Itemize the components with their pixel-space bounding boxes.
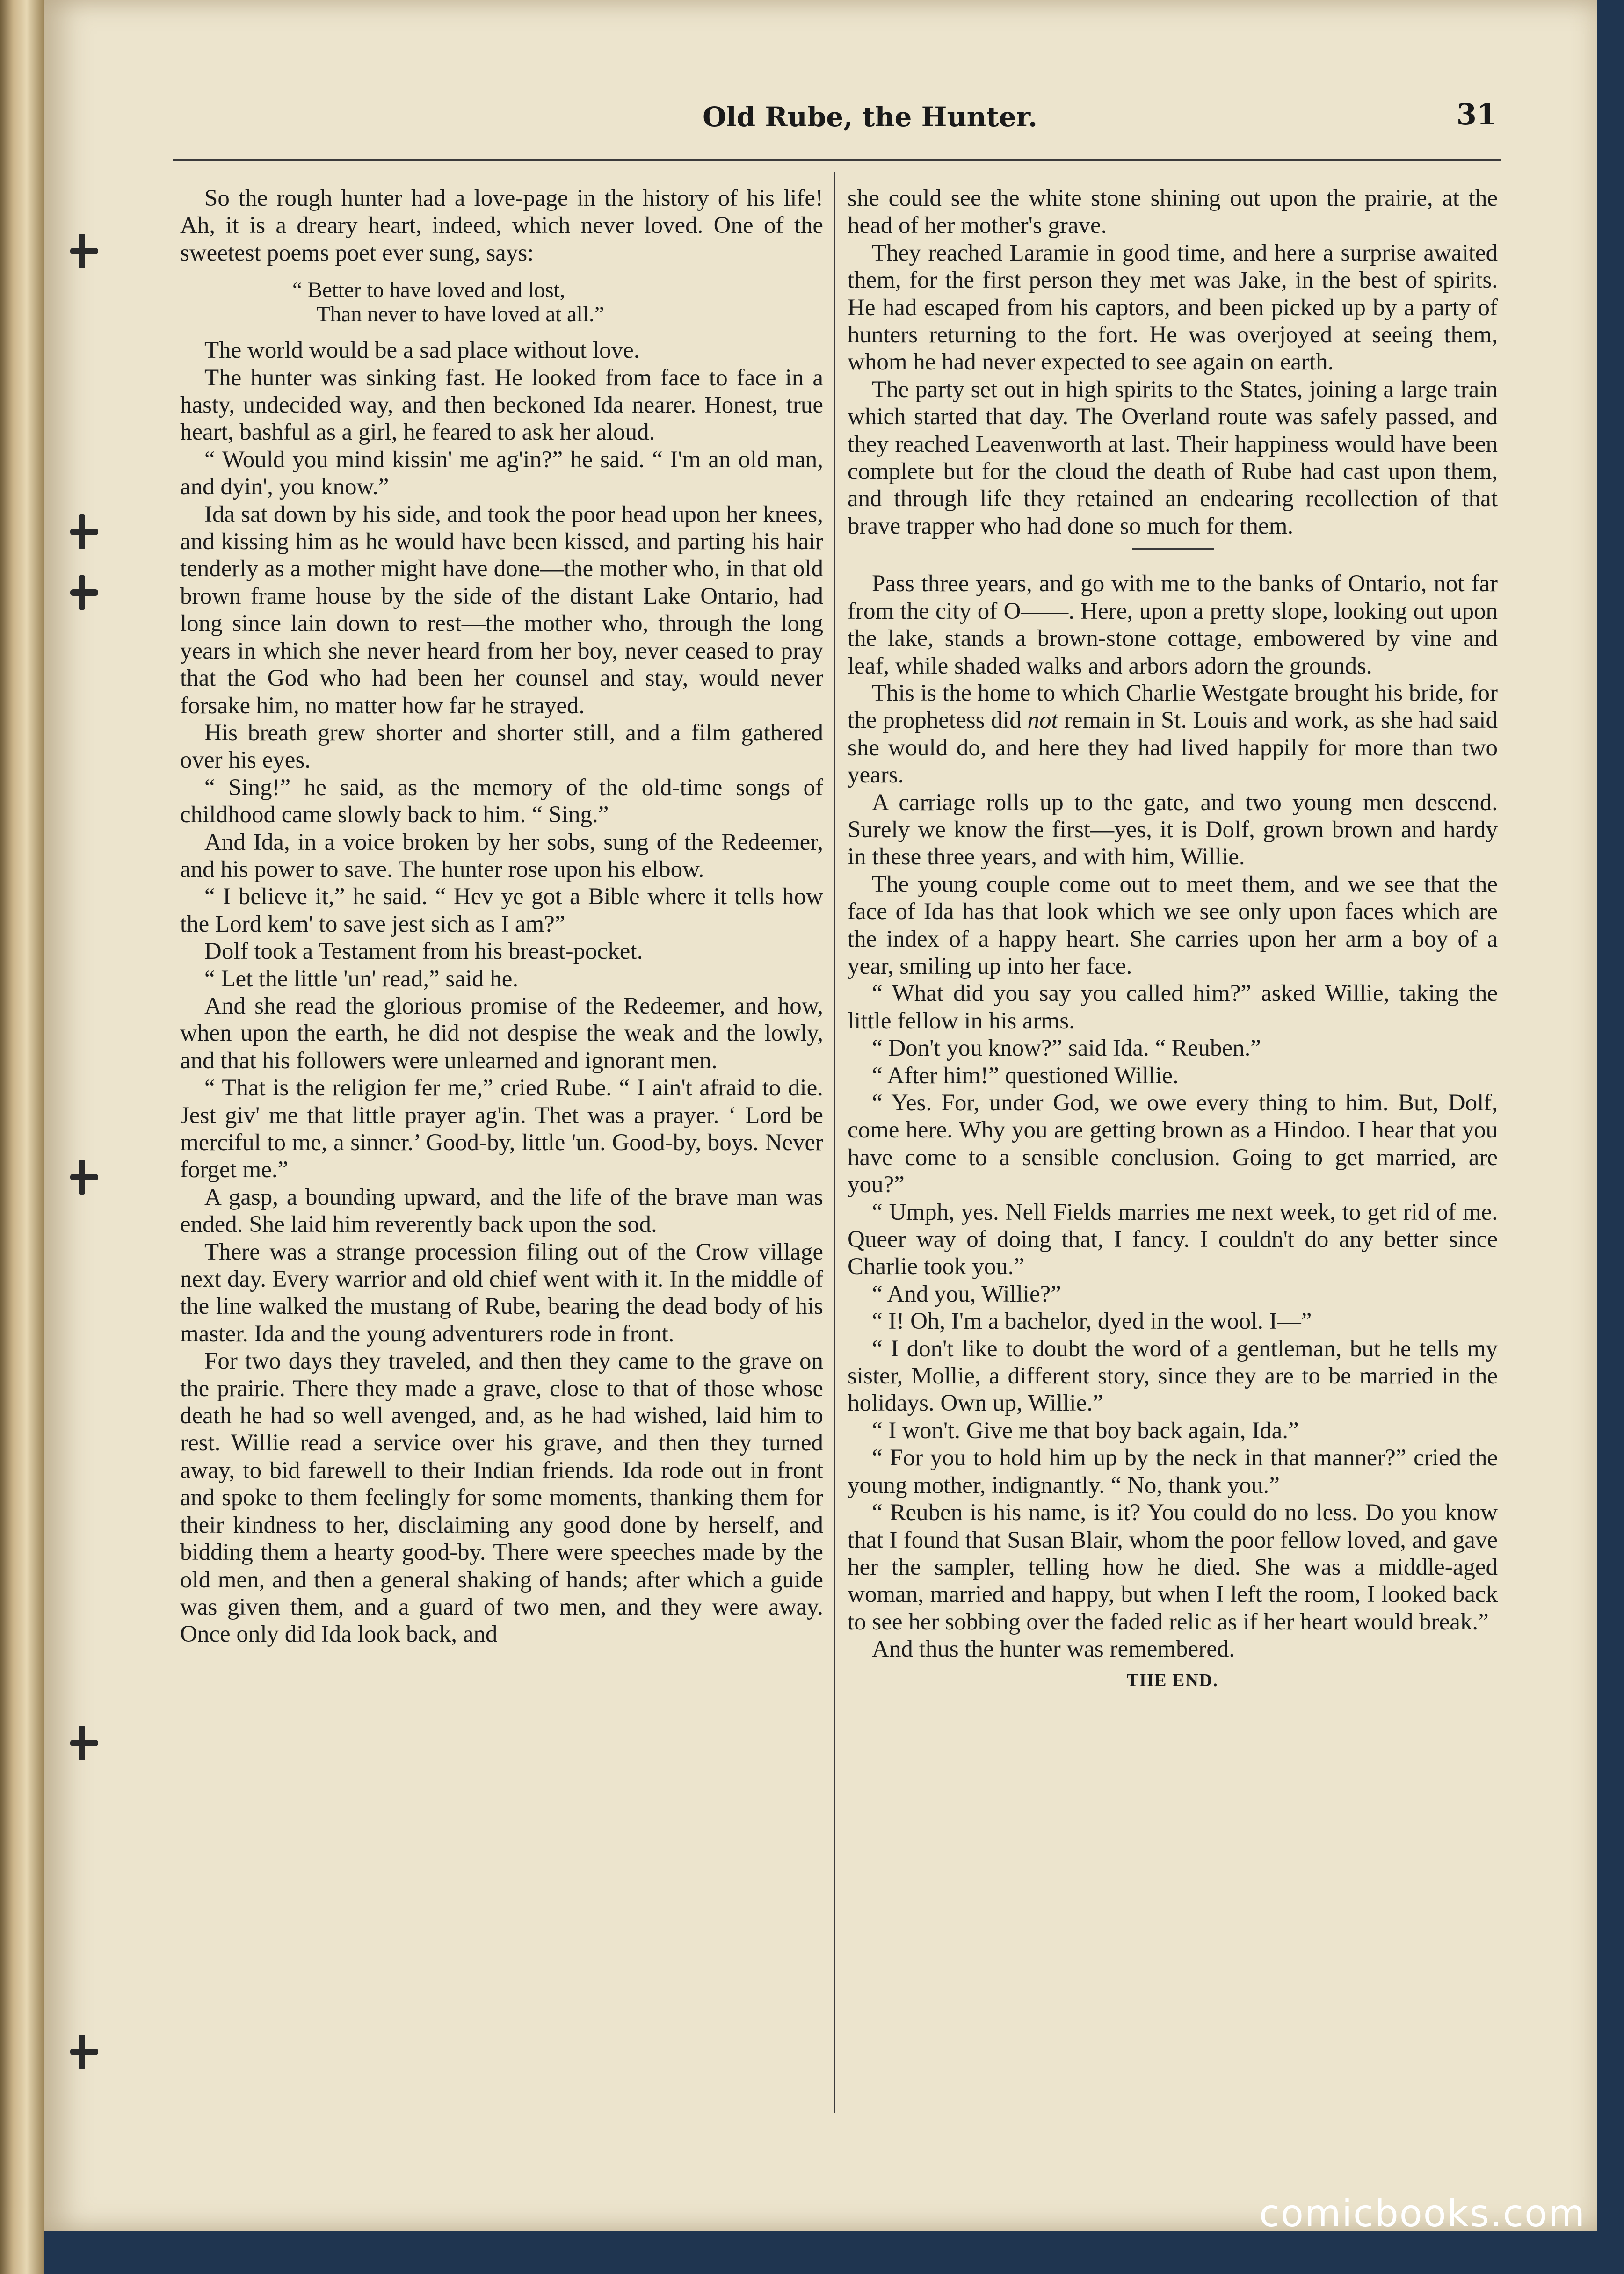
paragraph: “ Reuben is his name, is it? You could do no less. Do you know that I found that Susan Blair, whom the poor fellow loved, and gave her the sampler, telling how he died. She was a middle-aged woman, married and happy, but when I left the room, I looked back to see her sobbing over the faded relic as if her heart would break.”	[848, 1499, 1498, 1635]
paragraph: They reached Laramie in good time, and here a surprise awaited them, for the first person they met was Jake, in the best of spirits. He had escaped from his captors, and been picked up by a party of hunters returning to the fort. He was overjoyed at seeing them, whom he had never expected to see again on earth.	[848, 239, 1498, 376]
paragraph: The world would be a sad place without love.	[204, 337, 640, 364]
paragraph: “ What did you say you called him?” asked Willie, taking the little fellow in his arms.	[848, 980, 1498, 1034]
binding-stitch	[70, 2049, 98, 2055]
running-head-title: Old Rube, the Hunter.	[703, 101, 1037, 133]
binding-stitch	[70, 248, 98, 254]
paragraph: “ After him!” questioned Willie.	[872, 1062, 1179, 1089]
paragraph: And Ida, in a voice broken by her sobs, sung of the Redeemer, and his power to save. The hunter rose upon his elbow.	[180, 829, 823, 883]
paragraph: And thus the hunter was remembered.	[872, 1636, 1235, 1663]
paragraph: “ I don't like to doubt the word of a gentleman, but he tells my sister, Mollie, a different story, since they are to be married in the holidays. Own up, Willie.”	[848, 1335, 1498, 1417]
paragraph: “ Would you mind kissin' me ag'in?” he said. “ I'm an old man, and dyin', you know.”	[180, 446, 823, 500]
paragraph: “ I won't. Give me that boy back again, Ida.”	[872, 1417, 1299, 1444]
paragraph: The hunter was sinking fast. He looked from face to face in a hasty, undecided way, and then beckoned Ida nearer. Honest, true heart, bashful as a girl, he feared to ask her aloud.	[180, 364, 823, 446]
paragraph: A carriage rolls up to the gate, and two young men descend. Surely we know the first—yes, it is Dolf, grown brown and hardy in these three years, and with him, Willie.	[848, 789, 1498, 870]
paragraph: she could see the white stone shining out upon the prairie, at the head of her mother's grave.	[848, 185, 1498, 239]
right-column	[848, 185, 1498, 1694]
binding-stitch	[70, 1740, 98, 1746]
paragraph: “ I believe it,” he said. “ Hev ye got a Bible where it tells how the Lord kem' to save jest sich as I am?”	[180, 884, 823, 937]
paragraph: “ Let the little 'un' read,” said he.	[204, 965, 519, 992]
paragraph	[848, 680, 1498, 789]
the-end-label: THE END.	[1127, 1670, 1218, 1690]
poem-quote	[180, 278, 823, 326]
paragraph: The party set out in high spirits to the States, joining a large train which started that day. The Overland route was safely passed, and they reached Leavenworth at last. Their happiness would have been complete but for the cloud the death of Rube had cast upon them, and through life they retained an endearing recollection of that brave trapper who had done so much for them.	[848, 376, 1498, 539]
header-rule	[173, 159, 1501, 161]
paragraph: There was a strange procession filing out of the Crow village next day. Every warrior and old chief went with it. In the middle of the line walked the mustang of Rube, bearing the dead body of his master. Ida and the young adventurers rode in front.	[180, 1238, 823, 1347]
paragraph: Dolf took a Testament from his breast-pocket.	[204, 938, 643, 965]
paragraph: Ida sat down by his side, and took the poor head upon her knees, and kissing him as he would have been kissed, and parting his hair tenderly as a mother might have done—the mother who, in that old brown frame house by the side of the distant Lake Ontario, had long since lain down to rest—the mother who, through the long years in which she never heard from her boy, never ceased to pray that the God who had been her counsel and stay, would never forsake him, no matter how far he strayed.	[180, 501, 823, 719]
paragraph: “ Sing!” he said, as the memory of the old-time songs of childhood came slowly back to him. “ Sing.”	[180, 774, 823, 828]
text-run: remain in St. Louis and work, as she had said she would do, and here they had lived happily for more than two years.	[848, 707, 1498, 789]
paragraph: “ For you to hold him up by the neck in that manner?” cried the young mother, indignantly. “ No, thank you.”	[848, 1445, 1498, 1499]
paragraph: “ Don't you know?” said Ida. “ Reuben.”	[872, 1035, 1262, 1062]
quote-line: “ Better to have loved and lost,	[292, 278, 566, 303]
binding-stitch	[70, 529, 98, 535]
paragraph: The young couple come out to meet them, and we see that the face of Ida has that look which we see only upon faces which are the index of a happy heart. She carries upon her arm a boy of a year, smiling up into her face.	[848, 871, 1498, 979]
paragraph: A gasp, a bounding upward, and the life of the brave man was ended. She laid him reverently back upon the sod.	[180, 1184, 823, 1238]
paragraph: “ Umph, yes. Nell Fields marries me next week, to get rid of me. Queer way of doing that, I fancy. I couldn't do any better since Charlie took you.”	[848, 1199, 1498, 1280]
paragraph: “ Yes. For, under God, we owe every thing to him. But, Dolf, come here. Why you are getting brown as a Hindoo. I hear that you have come to a sensible conclusion. Going to get married, are you?”	[848, 1090, 1498, 1198]
left-column	[180, 185, 823, 1648]
binding-stitch	[70, 589, 98, 596]
paragraph: “ That is the religion fer me,” cried Rube. “ I ain't afraid to die. Jest giv' me that little prayer ag'in. Thet was a prayer. ‘ Lord be merciful to me, a sinner.’ Good-by, little 'un. Good-by, boys. Never forget me.”	[180, 1075, 823, 1183]
page-number: 31	[1456, 97, 1497, 131]
paragraph: “ And you, Willie?”	[872, 1281, 1061, 1307]
emphasis-text: not	[1027, 707, 1058, 734]
paragraph: And she read the glorious promise of the Redeemer, and how, when upon the earth, he did not despise the weak and the lowly, and that his followers were unlearned and ignorant men.	[180, 992, 823, 1074]
watermark: comicbooks.com	[1259, 2192, 1586, 2235]
text-run: This is the home to which Charlie Westgate brought his bride, for the prophetess did	[848, 680, 1498, 734]
paragraph: For two days they traveled, and then they came to the grave on the prairie. There they made a grave, close to that of those whose death he had so well avenged, and, as he had wished, laid him to rest. Willie read a service over his grave, and then they turned away, to bid farewell to their Indian friends. Ida rode out in front and spoke to them feelingly for some moments, thanking them for their kindness to her, disclaiming any good done by herself, and bidding them a hearty good-by. There were speeches made by the old men, and then a general shaking of hands; after which a guide was given them, and a guard of two men, and they were away. Once only did Ida look back, and	[180, 1348, 823, 1648]
paragraph: So the rough hunter had a love-page in the history of his life! Ah, it is a dreary heart, indeed, which never loved. One of the sweetest poems poet ever sung, says:	[180, 185, 823, 266]
paragraph: His breath grew shorter and shorter still, and a film gathered over his eyes.	[180, 719, 823, 774]
paragraph: Pass three years, and go with me to the banks of Ontario, not far from the city of O——. Here, upon a pretty slope, looking out upon the lake, stands a brown-stone cottage, embowered by vine and leaf, while shaded walks and arbors adorn the grounds.	[848, 571, 1498, 679]
section-break-rule	[1132, 548, 1214, 550]
binding-stitch	[70, 1174, 98, 1180]
column-divider	[834, 172, 835, 2113]
book-spine	[0, 0, 44, 2274]
quote-line: Than never to have loved at all.”	[317, 302, 604, 327]
paragraph: “ I! Oh, I'm a bachelor, dyed in the wool. I—”	[872, 1308, 1312, 1335]
